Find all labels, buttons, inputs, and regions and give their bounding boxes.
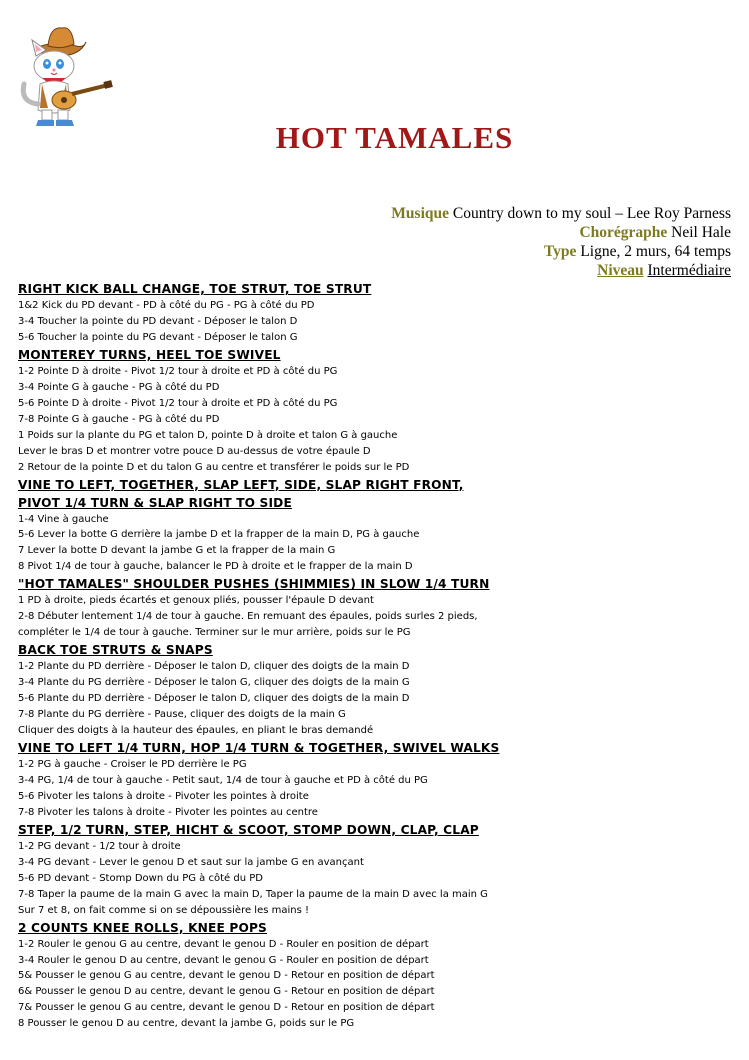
- section-heading: VINE TO LEFT 1/4 TURN, HOP 1/4 TURN & TOGETHER, SWIVEL WALKS: [18, 740, 500, 755]
- info-line-type: [391, 242, 731, 261]
- info-line-choreographer: [391, 223, 731, 242]
- info-label: Chorégraphe: [579, 224, 668, 241]
- step-line: 7-8 Pointe G à gauche - PG à côté du PD: [18, 413, 220, 425]
- info-value: Neil Hale: [671, 224, 731, 241]
- step-line: compléter le 1/4 de tour à gauche. Terminer sur le mur arrière, poids sur le PG: [18, 627, 411, 639]
- step-line: 7-8 Taper la paume de la main G avec la main D, Taper la paume de la main D avec la main G: [18, 888, 488, 900]
- step-line: Sur 7 et 8, on fait comme si on se dépoussière les mains !: [18, 904, 310, 916]
- step-line: 3-4 Plante du PG derrière - Déposer le talon G, cliquer des doigts de la main G: [18, 677, 410, 689]
- section-heading: 2 COUNTS KNEE ROLLS, KNEE POPS: [18, 920, 267, 935]
- section-heading: STEP, 1/2 TURN, STEP, HICHT & SCOOT, STOMP DOWN, CLAP, CLAP: [18, 822, 479, 837]
- step-line: 3-4 Pointe G à gauche - PG à côté du PD: [18, 381, 220, 393]
- step-line: 7-8 Pivoter les talons à droite - Pivoter les pointes au centre: [18, 806, 318, 818]
- step-line: 3-4 Toucher la pointe du PD devant - Déposer le talon D: [18, 315, 298, 327]
- step-line: 5-6 Plante du PD derrière - Déposer le talon D, cliquer des doigts de la main D: [18, 693, 410, 705]
- step-sheet: [18, 280, 734, 1032]
- step-line: 7& Pousser le genou G au centre, devant le genou D - Retour en position de départ: [18, 1002, 435, 1014]
- step-line: 1-2 PG devant - 1/2 tour à droite: [18, 840, 181, 852]
- step-line: 1-2 Pointe D à droite - Pivot 1/2 tour à droite et PD à côté du PG: [18, 365, 338, 377]
- step-line: Lever le bras D et montrer votre pouce D au-dessus de votre épaule D: [18, 445, 371, 457]
- step-line: 8 Pousser le genou D au centre, devant la jambe G, poids sur le PG: [18, 1018, 355, 1030]
- info-label: Type: [543, 243, 577, 260]
- section-heading: RIGHT KICK BALL CHANGE, TOE STRUT, TOE STRUT: [18, 282, 372, 296]
- page-title: HOT TAMALES: [275, 120, 514, 155]
- section-heading: MONTEREY TURNS, HEEL TOE SWIVEL: [18, 347, 281, 362]
- step-line: 3-4 PG devant - Lever le genou D et saut sur la jambe G en avançant: [18, 856, 364, 868]
- step-line: 8 Pivot 1/4 de tour à gauche, balancer le PD à droite et le frapper de la main D: [18, 561, 413, 573]
- step-line: 1-2 Rouler le genou G au centre, devant le genou D - Rouler en position de départ: [18, 938, 429, 950]
- step-line: 5& Pousser le genou G au centre, devant le genou D - Retour en position de départ: [18, 970, 435, 982]
- step-line: 5-6 Lever la botte G derrière la jambe D et la frapper de la main D, PG à gauche: [18, 529, 420, 541]
- step-line: 5-6 PD devant - Stomp Down du PG à côté du PD: [18, 872, 263, 884]
- info-line-music: [391, 204, 731, 223]
- step-line: 1-4 Vine à gauche: [18, 513, 109, 525]
- step-line: 1&2 Kick du PD devant - PD à côté du PG - PG à côté du PD: [18, 300, 315, 311]
- info-label: Musique: [391, 205, 449, 222]
- step-line: 6& Pousser le genou D au centre, devant le genou G - Retour en position de départ: [18, 986, 435, 998]
- section-heading: BACK TOE STRUTS & SNAPS: [18, 643, 213, 658]
- info-value: Country down to my soul – Lee Roy Parness: [452, 205, 731, 222]
- step-line: 1 Poids sur la plante du PG et talon D, pointe D à droite et talon G à gauche: [18, 429, 398, 441]
- step-line: 3-4 Rouler le genou D au centre, devant le genou G - Rouler en position de départ: [18, 954, 429, 966]
- info-value: Intermédiaire: [647, 262, 731, 279]
- info-value: Ligne, 2 murs, 64 temps: [580, 243, 731, 260]
- section-heading: "HOT TAMALES" SHOULDER PUSHES (SHIMMIES) IN SLOW 1/4 TURN: [18, 577, 490, 592]
- step-line: 5-6 Pivoter les talons à droite - Pivoter les pointes à droite: [18, 790, 309, 802]
- step-line: 1-2 PG à gauche - Croiser le PD derrière le PG: [18, 758, 247, 770]
- step-line: 2-8 Débuter lentement 1/4 de tour à gauche. En remuant des épaules, poids surles 2 pieds,: [18, 611, 478, 623]
- step-line: 1 PD à droite, pieds écartés et genoux pliés, pousser l'épaule D devant: [18, 595, 374, 607]
- step-line: Cliquer des doigts à la hauteur des épaules, en pliant le bras demandé: [18, 725, 374, 737]
- step-line: 7 Lever la botte D devant la jambe G et la frapper de la main G: [18, 545, 336, 557]
- step-line: 5-6 Pointe D à droite - Pivot 1/2 tour à droite et PD à côté du PG: [18, 397, 338, 409]
- info-label: Niveau: [597, 262, 644, 279]
- step-line: 3-4 PG, 1/4 de tour à gauche - Petit saut, 1/4 de tour à gauche et PD à côté du PG: [18, 774, 428, 786]
- step-line: 5-6 Toucher la pointe du PG devant - Déposer le talon G: [18, 331, 298, 343]
- section-heading: VINE TO LEFT, TOGETHER, SLAP LEFT, SIDE, SLAP RIGHT FRONT,: [18, 477, 464, 492]
- step-line: 2 Retour de la pointe D et du talon G au centre et transférer le poids sur le PD: [18, 461, 410, 473]
- dance-info-block: [391, 204, 731, 280]
- cowboy-cat-mascot-image: [14, 18, 118, 130]
- section-heading: PIVOT 1/4 TURN & SLAP RIGHT TO SIDE: [18, 495, 292, 510]
- step-line: 7-8 Plante du PG derrière - Pause, cliquer des doigts de la main G: [18, 709, 346, 721]
- step-line: 1-2 Plante du PD derrière - Déposer le talon D, cliquer des doigts de la main D: [18, 661, 410, 673]
- info-line-level: [391, 261, 731, 280]
